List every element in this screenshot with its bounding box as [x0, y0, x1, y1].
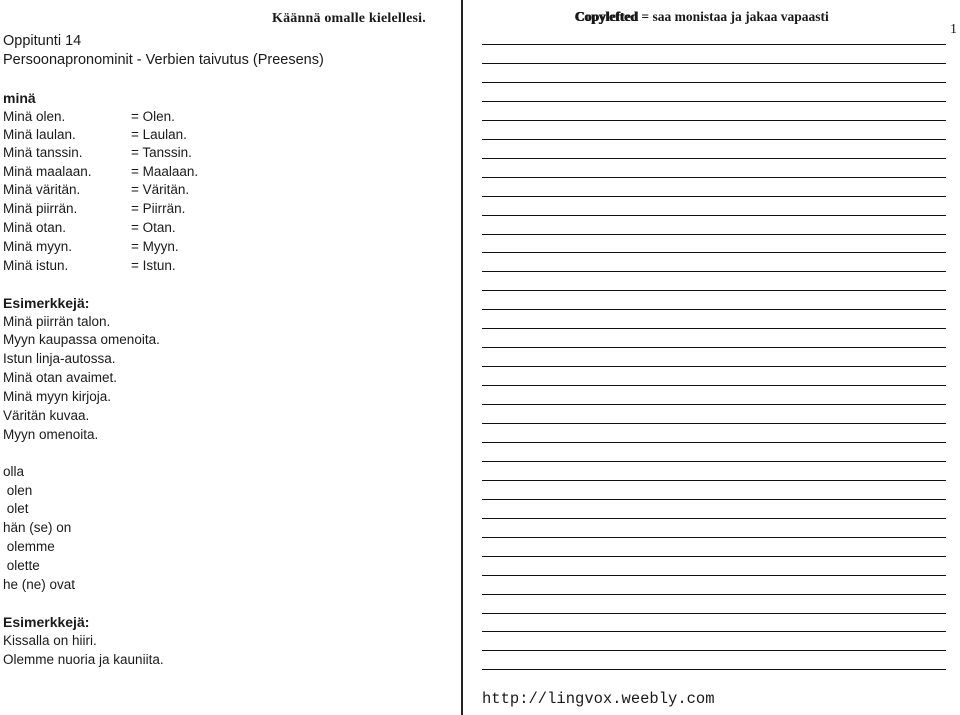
writing-line — [482, 366, 946, 367]
writing-line — [482, 196, 946, 197]
conjugation-row — [3, 164, 303, 182]
copyleft-brand: Copylefted — [575, 9, 638, 24]
writing-line — [482, 82, 946, 83]
short-form: = Istun. — [131, 258, 176, 273]
writing-line — [482, 328, 946, 329]
conjugation-row — [3, 145, 303, 163]
finnish-sentence: Minä piirrän. — [3, 201, 78, 216]
short-form: = Otan. — [131, 220, 176, 235]
writing-line — [482, 669, 946, 670]
writing-line — [482, 575, 946, 576]
lesson-title: Oppitunti 14 — [3, 33, 82, 49]
example-sentence: Minä piirrän talon. — [3, 314, 111, 329]
writing-line — [482, 101, 946, 102]
pronoun-heading: minä — [3, 90, 36, 106]
writing-line — [482, 252, 946, 253]
writing-line — [482, 556, 946, 557]
verb-form: olen — [3, 483, 33, 498]
example-sentence: Myyn omenoita. — [3, 427, 99, 442]
example-sentence: Väritän kuvaa. — [3, 408, 90, 423]
short-form: = Piirrän. — [131, 201, 186, 216]
writing-line — [482, 518, 946, 519]
site-url: http://lingvox.weebly.com — [482, 690, 715, 708]
conjugation-row — [3, 220, 303, 238]
example-sentence: Istun linja-autossa. — [3, 351, 116, 366]
verb-form: olette — [3, 558, 40, 573]
short-form: = Myyn. — [131, 239, 179, 254]
writing-line — [482, 423, 946, 424]
short-form: = Tanssin. — [131, 145, 192, 160]
finnish-sentence: Minä laulan. — [3, 127, 76, 142]
writing-line — [482, 309, 946, 310]
writing-line — [482, 404, 946, 405]
finnish-sentence: Minä otan. — [3, 220, 67, 235]
finnish-sentence: Minä väritän. — [3, 182, 81, 197]
writing-line — [482, 290, 946, 291]
finnish-sentence: Minä istun. — [3, 258, 69, 273]
writing-line — [482, 537, 946, 538]
conjugation-row — [3, 201, 303, 219]
finnish-sentence: Minä tanssin. — [3, 145, 83, 160]
translate-instruction: Käännä omalle kielellesi. — [272, 11, 426, 26]
finnish-sentence: Minä olen. — [3, 109, 66, 124]
verb-infinitive: olla — [3, 464, 25, 479]
verb-form: olet — [3, 501, 29, 516]
examples-heading: Esimerkkejä: — [3, 614, 90, 630]
example-sentence: Myyn kaupassa omenoita. — [3, 332, 160, 347]
copyleft-notice — [575, 9, 829, 25]
writing-line — [482, 177, 946, 178]
page-number: 1 — [950, 22, 957, 37]
writing-line — [482, 499, 946, 500]
lesson-subtitle: Persoonapronominit - Verbien taivutus (Preesens) — [3, 52, 324, 68]
conjugation-row — [3, 258, 303, 276]
example-sentence: Kissalla on hiiri. — [3, 633, 97, 648]
verb-form: hän (se) on — [3, 520, 72, 535]
finnish-sentence: Minä myyn. — [3, 239, 73, 254]
finnish-sentence: Minä maalaan. — [3, 164, 92, 179]
writing-line — [482, 63, 946, 64]
writing-line — [482, 347, 946, 348]
copyleft-text: = saa monistaa ja jakaa vapaasti — [641, 9, 829, 24]
short-form: = Olen. — [131, 109, 175, 124]
example-sentence: Minä otan avaimet. — [3, 370, 118, 385]
writing-line — [482, 215, 946, 216]
short-form: = Laulan. — [131, 127, 187, 142]
examples-heading: Esimerkkejä: — [3, 295, 90, 311]
example-sentence: Olemme nuoria ja kauniita. — [3, 652, 164, 667]
writing-line — [482, 461, 946, 462]
writing-line — [482, 44, 946, 45]
writing-line — [482, 271, 946, 272]
writing-line — [482, 631, 946, 632]
writing-line — [482, 385, 946, 386]
short-form: = Väritän. — [131, 182, 190, 197]
writing-line — [482, 120, 946, 121]
column-divider — [461, 0, 463, 715]
conjugation-row — [3, 109, 303, 127]
writing-line — [482, 613, 946, 614]
example-sentence: Minä myyn kirjoja. — [3, 389, 112, 404]
writing-line — [482, 442, 946, 443]
conjugation-row — [3, 127, 303, 145]
writing-line — [482, 480, 946, 481]
short-form: = Maalaan. — [131, 164, 199, 179]
writing-line — [482, 594, 946, 595]
conjugation-row — [3, 239, 303, 257]
conjugation-row — [3, 182, 303, 200]
writing-line — [482, 139, 946, 140]
writing-line — [482, 158, 946, 159]
writing-line — [482, 650, 946, 651]
writing-line — [482, 234, 946, 235]
verb-form: olemme — [3, 539, 55, 554]
verb-form: he (ne) ovat — [3, 577, 76, 592]
